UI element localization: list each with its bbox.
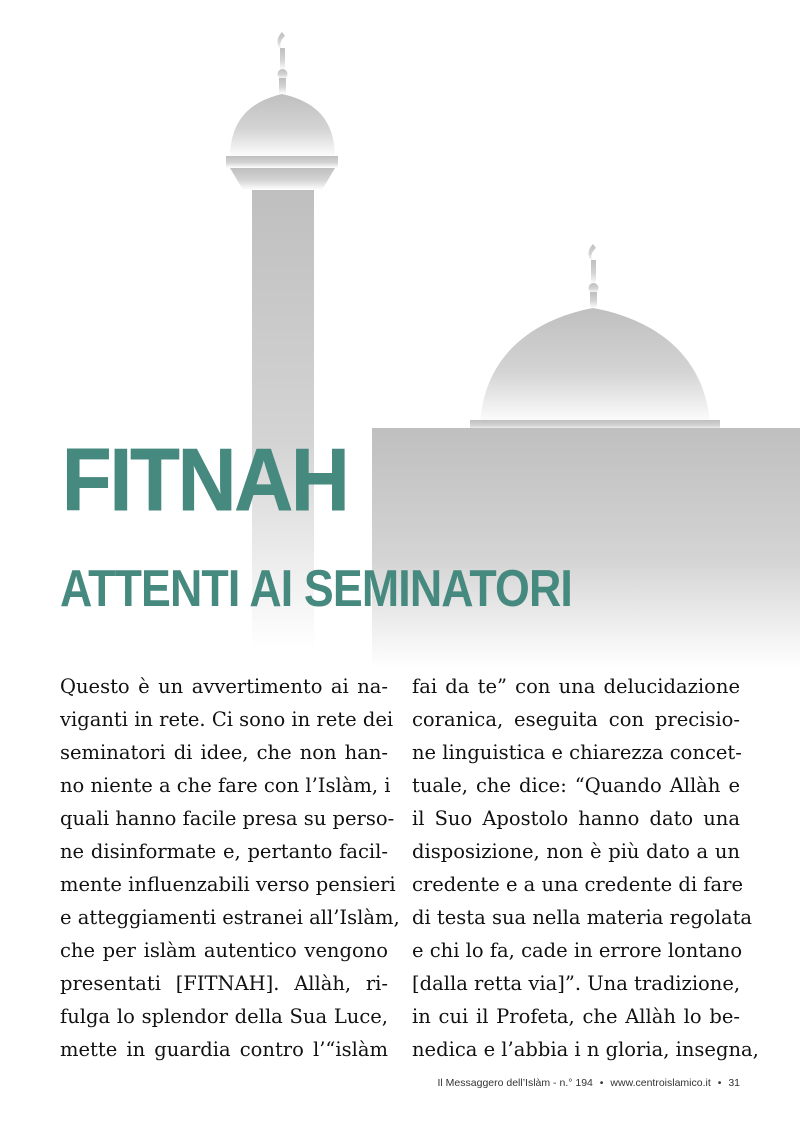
page-number: 31 xyxy=(728,1077,740,1089)
text-line: seminatori di idee, che non han- xyxy=(60,741,388,764)
text-line: presentati [FITNAH]. Allàh, ri- xyxy=(60,972,388,995)
text-line: mette in guardia contro l’“islàm xyxy=(60,1038,388,1061)
footer-bullet: • xyxy=(717,1077,722,1089)
text-line: fai da te” con una delucidazione xyxy=(412,675,740,698)
page-footer xyxy=(438,1077,740,1089)
text-line: coranica, eseguita con precisio- xyxy=(412,708,740,731)
text-line: mente influenzabili verso pensieri xyxy=(60,873,396,896)
text-line: disposizione, non è più dato a un xyxy=(412,840,740,863)
text-line: nedica e l’abbia i n gloria, insegna, xyxy=(412,1038,759,1061)
text-line: [dalla retta via]”. Una tradizione, xyxy=(412,972,741,995)
text-line: no niente a che fare con l’Islàm, i xyxy=(60,774,391,797)
text-line: che per islàm autentico vengono xyxy=(60,939,388,962)
text-line: quali hanno facile presa su perso- xyxy=(60,807,395,830)
text-line: Questo è un avvertimento ai na- xyxy=(60,675,388,698)
text-line: ne linguistica e chiarezza concet- xyxy=(412,741,742,764)
article-column-left xyxy=(60,670,400,1066)
text-line: viganti in rete. Ci sono in rete dei xyxy=(60,708,394,731)
text-line: fulga lo splendor della Sua Luce, xyxy=(60,1005,388,1028)
footer-publication: Il Messaggero dell’Islàm - n.° 194 xyxy=(437,1077,593,1089)
footer-bullet: • xyxy=(599,1077,604,1089)
text-line: credente e a una credente di fare xyxy=(412,873,744,896)
text-line: di testa sua nella materia regolata xyxy=(412,906,753,929)
text-line: e chi lo fa, cade in errore lontano xyxy=(412,939,743,962)
text-line: tuale, che dice: “Quando Allàh e xyxy=(412,774,740,797)
article-title: FITNAH xyxy=(62,430,348,529)
text-line: e atteggiamenti estranei all’Islàm, xyxy=(60,906,400,929)
text-line: il Suo Apostolo hanno dato una xyxy=(412,807,740,830)
article-subtitle: ATTENTI AI SEMINATORI xyxy=(60,560,572,618)
footer-website: www.centroislamico.it xyxy=(610,1077,711,1089)
text-line: ne disinformate e, pertanto facil- xyxy=(60,840,388,863)
article-column-right xyxy=(412,670,759,1066)
text-line: in cui il Profeta, che Allàh lo be- xyxy=(412,1005,740,1028)
